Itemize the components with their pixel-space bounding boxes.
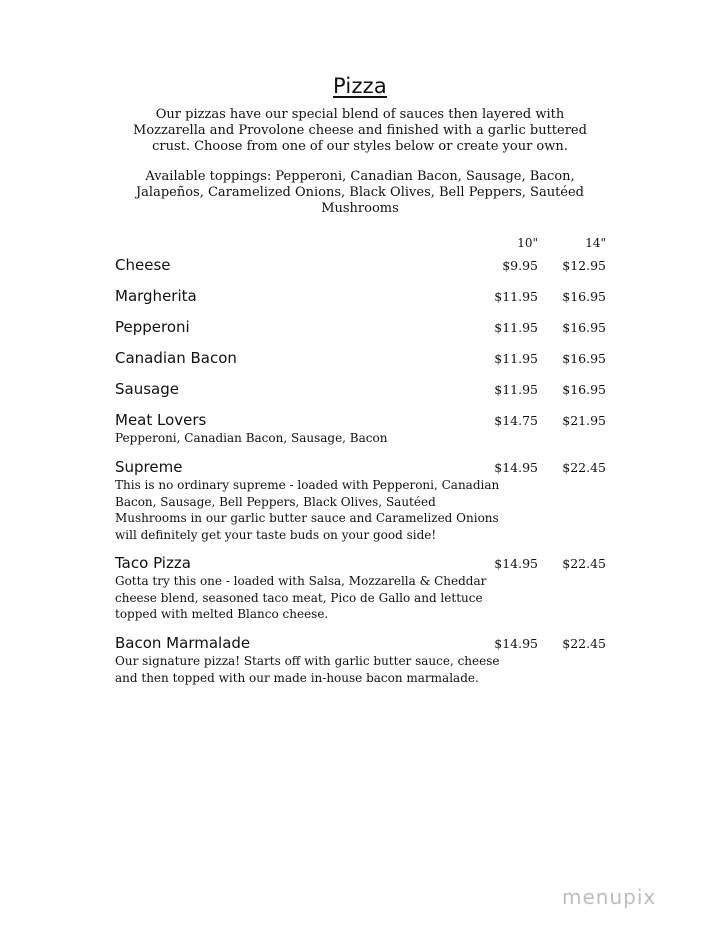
price-14: $22.45 [562, 636, 606, 651]
description-line: topped with melted Blanco cheese. [115, 607, 329, 621]
item-name: Supreme [115, 458, 183, 476]
item-description [115, 653, 555, 686]
price-14: $16.95 [562, 320, 606, 335]
item-name: Pepperoni [115, 318, 190, 336]
price-10: $14.75 [494, 413, 538, 428]
item-name: Meat Lovers [115, 411, 207, 429]
item-name: Cheese [115, 256, 171, 274]
description-line: and then topped with our made in-house bacon marmalade. [115, 670, 479, 685]
item-name: Bacon Marmalade [115, 634, 251, 652]
description-line: Mushrooms in our garlic butter sauce and Caramelized Onions [115, 511, 499, 525]
item-description [115, 573, 555, 623]
item-description [115, 430, 555, 447]
description-line: This is no ordinary supreme - loaded with Pepperoni, Canadian [115, 478, 500, 492]
description-line: Pepperoni, Canadian Bacon, Sausage, Bacon [115, 431, 388, 445]
item-name: Taco Pizza [115, 554, 191, 572]
description-line: Bacon, Sausage, Bell Peppers, Black Olives, Sautéed [115, 494, 436, 509]
price-14: $21.95 [562, 413, 606, 428]
item-name: Margherita [115, 287, 197, 305]
intro-line: Our pizzas have our special blend of sauces then layered with [155, 107, 565, 122]
price-10: $11.95 [494, 351, 538, 366]
item-name: Canadian Bacon [115, 349, 237, 367]
price-14: $16.95 [562, 289, 606, 304]
price-10: $11.95 [494, 289, 538, 304]
price-10: $9.95 [502, 258, 538, 273]
watermark-logo: menupix [562, 885, 657, 909]
description-line: Gotta try this one - loaded with Salsa, Mozzarella & Cheddar [115, 574, 487, 588]
price-10: $11.95 [494, 382, 538, 397]
size-header-14: 14" [585, 236, 606, 250]
price-14: $16.95 [562, 382, 606, 397]
intro-line: crust. Choose from one of our styles below or create your own. [152, 139, 568, 154]
price-10: $11.95 [494, 320, 538, 335]
price-10: $14.95 [494, 460, 538, 475]
price-10: $14.95 [494, 636, 538, 651]
price-14: $12.95 [562, 258, 606, 273]
description-line: will definitely get your taste buds on your good side! [115, 527, 437, 542]
toppings-line: Jalapeños, Caramelized Onions, Black Olives, Bell Peppers, Sautéed [135, 185, 585, 200]
price-14: $22.45 [562, 556, 606, 571]
price-14: $22.45 [562, 460, 606, 475]
item-name: Sausage [115, 380, 179, 398]
intro-line: Mozzarella and Provolone cheese and finished with a garlic buttered [133, 123, 587, 138]
page-title: Pizza [333, 74, 387, 98]
toppings-line: Mushrooms [321, 201, 399, 216]
description-line: cheese blend, seasoned taco meat, Pico de Gallo and lettuce [115, 590, 483, 605]
item-description [115, 477, 555, 543]
description-line: Our signature pizza! Starts off with garlic butter sauce, cheese [115, 654, 500, 668]
toppings-line: Available toppings: Pepperoni, Canadian Bacon, Sausage, Bacon, [145, 169, 575, 184]
price-14: $16.95 [562, 351, 606, 366]
intro-text [110, 107, 610, 155]
size-header-10: 10" [517, 236, 538, 250]
price-10: $14.95 [494, 556, 538, 571]
toppings-text [110, 169, 610, 217]
